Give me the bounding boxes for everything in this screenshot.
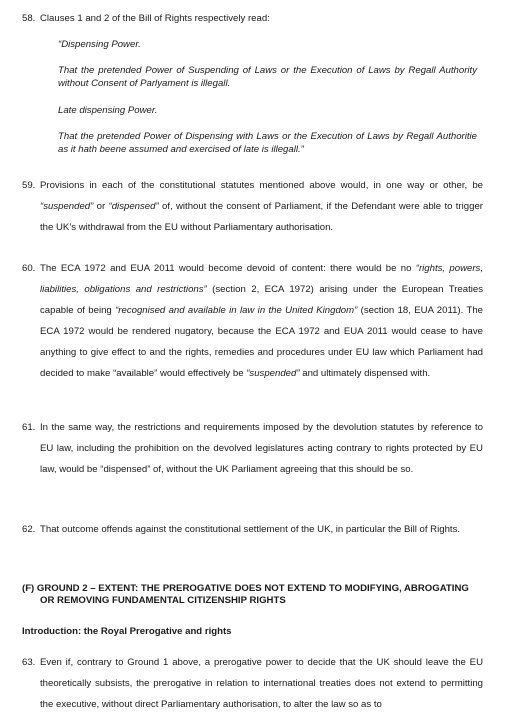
paragraph-number: 58. — [22, 13, 36, 24]
paragraph-number: 61. — [22, 422, 36, 433]
paragraph-59 — [22, 175, 483, 238]
paragraph-text: That outcome offends against the constitutional settlement of the UK, in particular the Bill of Rights. — [40, 524, 461, 535]
paragraph-number: 63. — [22, 657, 36, 668]
paragraph-number: 59. — [22, 180, 36, 191]
quote-2-title: Late dispensing Power. — [58, 105, 158, 116]
quote-2-text: That the pretended Power of Dispensing with Laws or the Execution of Laws by Regall Authoritie as it hath beene assumed and exercised of late is illegall.” — [58, 131, 477, 155]
quote-1-text: That the pretended Power of Suspending of Laws or the Execution of Laws by Regall Authority without Consent of Parlyament is illegall. — [58, 65, 477, 89]
paragraph-text: In the same way, the restrictions and requirements imposed by the devolution statutes by reference to EU law, including the prohibition on the devolved legislatures acting contrary to rights protected by EU law, would be “dispensed” of, without the UK Parliament agreeing that this should be so. — [40, 422, 483, 475]
paragraph-62 — [22, 519, 483, 540]
paragraph-60 — [22, 258, 483, 384]
section-heading: (F) GROUND 2 – EXTENT: THE PREROGATIVE DOES NOT EXTEND TO MODIFYING, ABROGATING OR REMOVING FUNDAMENTAL CITIZENSHIP RIGHTS — [22, 583, 469, 606]
subheading: Introduction: the Royal Prerogative and rights — [22, 626, 232, 637]
paragraph-61 — [22, 417, 483, 480]
paragraph-63 — [22, 652, 483, 715]
paragraph-text: Provisions in each of the constitutional statutes mentioned above would, in one way or other, be “suspended” or “dispensed” of, without the consent of Parliament, if the Defendant were able to trigger the UK’s withdrawal from the EU without Parliamentary authorisation. — [40, 180, 483, 233]
paragraph-number: 62. — [22, 524, 36, 535]
paragraph-text: Clauses 1 and 2 of the Bill of Rights respectively read: — [40, 13, 270, 24]
paragraph-58 — [22, 12, 483, 25]
quote-1-title: “Dispensing Power. — [58, 39, 141, 50]
paragraph-text: The ECA 1972 and EUA 2011 would become devoid of content: there would be no “rights, powers, liabilities, obligations and restrictions” (section 2, ECA 1972) arising under the European Treaties capable of being “recognised and available in law in the United Kingdom” (section 18, EUA 2011). The ECA 1972 would be rendered nugatory, because the ECA 1972 and EUA 2011 would cease to have anything to give effect to and the rights, remedies and procedures under EU law which Parliament had decided to make “available” would effectively be “suspended” and ultimately dispensed with. — [40, 263, 484, 379]
paragraph-number: 60. — [22, 263, 36, 274]
paragraph-text: Even if, contrary to Ground 1 above, a prerogative power to decide that the UK should leave the EU theoretically subsists, the prerogative in relation to international treaties does not extend to permitting the executive, without direct Parliamentary authorisation, to alter the law so as to — [40, 657, 483, 710]
